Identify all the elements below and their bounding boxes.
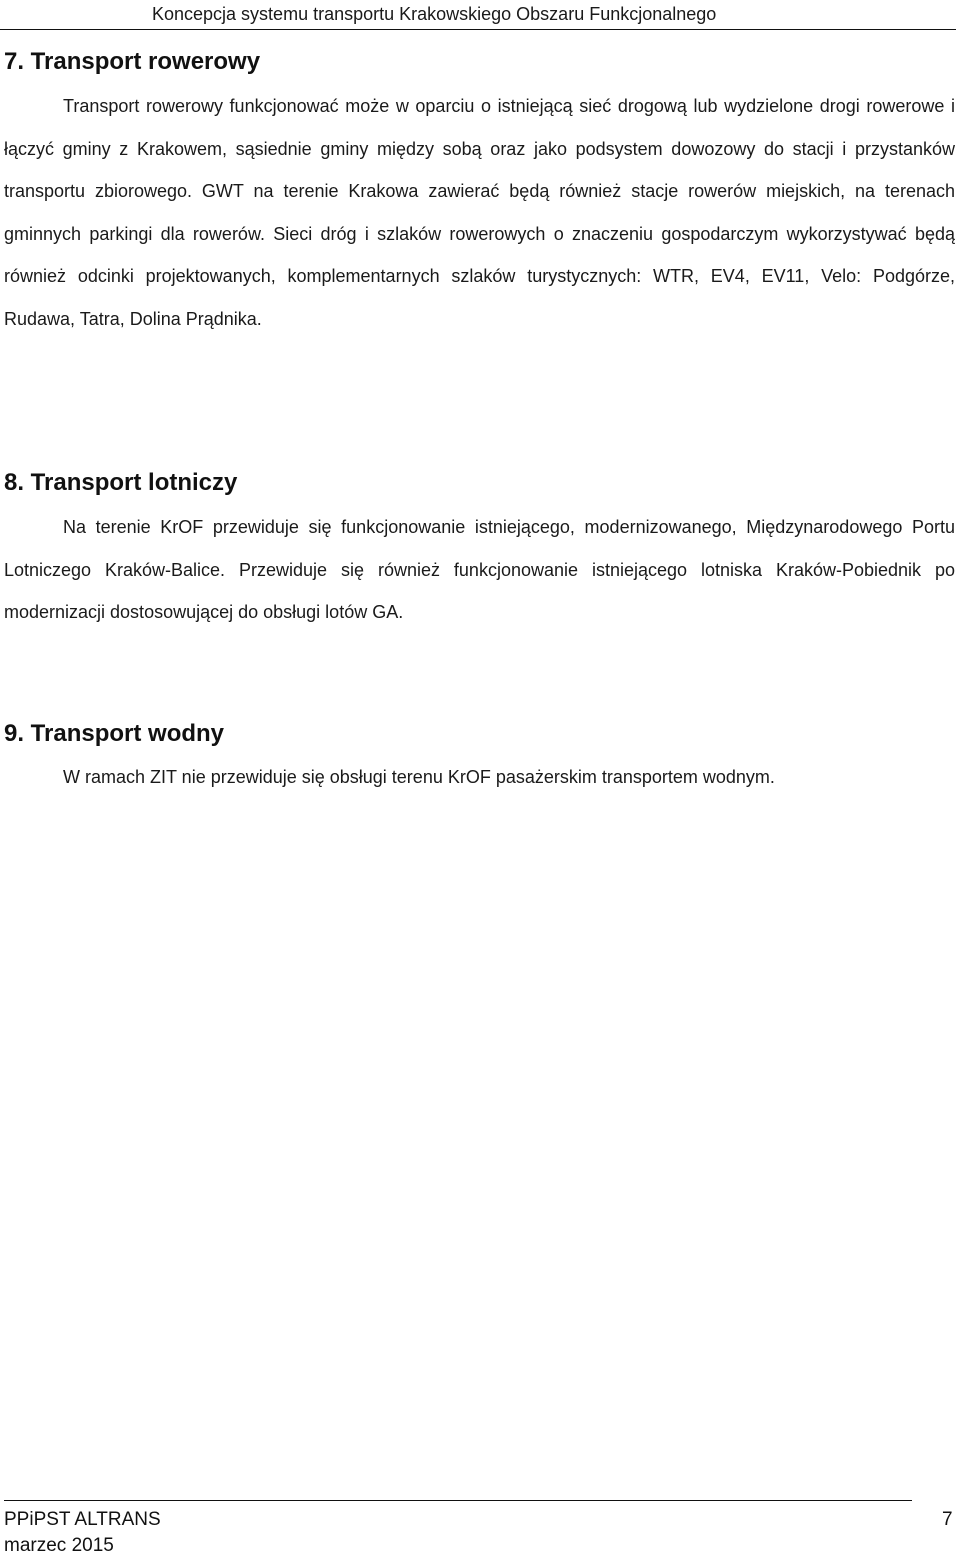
header-divider — [0, 29, 956, 30]
section-paragraph: W ramach ZIT nie przewiduje się obsługi terenu KrOF pasażerskim transportem wodnym. — [63, 767, 775, 787]
section-heading: 7. Transport rowerowy — [4, 48, 261, 75]
section-paragraph: Transport rowerowy funkcjonować może w oparciu o istniejącą sieć drogową lub wydzielone drogi rowerowe i łączyć gminy z Krakowem, sąsiednie gminy między sobą oraz jako podsystem dowozowy do stacji i przystanków transportu zbiorowego. GWT na terenie Krakowa zawierać będą również stacje rowerów miejskich, na terenach gminnych parkingi dla rowerów. Sieci dróg i szlaków rowerowych o znaczeniu gospodarczym wykorzystywać będą również odcinki projektowanych, komplementarnych szlaków turystycznych: WTR, EV4, EV11, Velo: Podgórze, Rudawa, Tatra, Dolina Prądnika. — [4, 96, 955, 329]
footer-organization: PPiPST ALTRANS — [4, 1509, 161, 1530]
section-heading: 9. Transport wodny — [4, 720, 225, 747]
page-number: 7 — [942, 1509, 953, 1530]
document-title: Koncepcja systemu transportu Krakowskiego Obszaru Funkcjonalnego — [152, 4, 717, 24]
section-paragraph: Na terenie KrOF przewiduje się funkcjonowanie istniejącego, modernizowanego, Międzynarodowego Portu Lotniczego Kraków-Balice. Przewiduje się również funkcjonowanie istniejącego lotniska Kraków-Pobiednik po modernizacji dostosowującej do obsługi lotów GA. — [4, 517, 955, 623]
footer-divider — [4, 1500, 912, 1501]
footer-date: marzec 2015 — [4, 1535, 114, 1556]
section-heading: 8. Transport lotniczy — [4, 469, 238, 496]
